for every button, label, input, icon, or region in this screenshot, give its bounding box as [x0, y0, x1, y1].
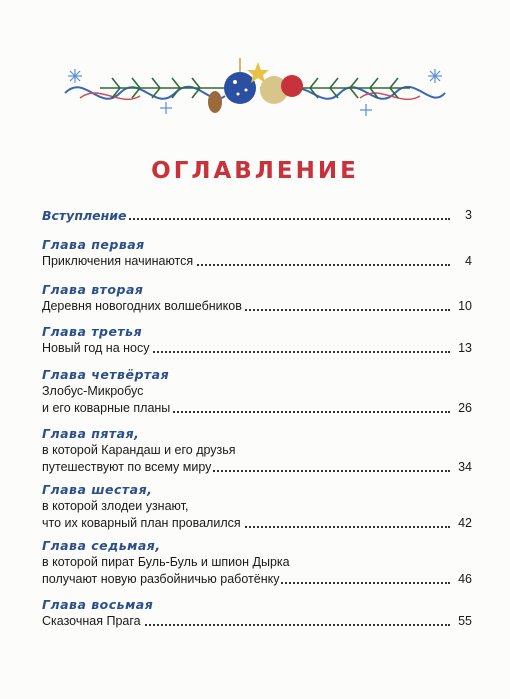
toc-entry-chapter-5[interactable]	[42, 426, 472, 476]
chapter-title: Сказочная Прага	[42, 614, 141, 628]
chapter-title-line: в которой Карандаш и его друзья	[42, 443, 236, 457]
toc-line	[42, 340, 472, 357]
toc-line	[42, 459, 472, 476]
chapter-title: получают новую разбойничью работёнку	[42, 572, 280, 586]
chapter-heading: Глава четвёртая	[42, 367, 170, 382]
chapter-title: Приключения начинаются	[42, 254, 194, 268]
toc-entry-chapter-6[interactable]	[42, 482, 472, 532]
chapter-title: что их коварный план провалился	[42, 516, 241, 530]
page-number: 26	[458, 401, 472, 415]
christmas-garland-icon	[60, 58, 450, 128]
toc-line	[42, 253, 472, 270]
toc-line	[42, 400, 472, 417]
chapter-heading: Глава седьмая,	[42, 538, 161, 553]
chapter-heading: Глава вторая	[42, 282, 144, 297]
page-number: 34	[458, 460, 472, 474]
chapter-heading: Глава восьмая	[42, 597, 154, 612]
chapter-title-line: Злобус-Микробус	[42, 384, 144, 398]
toc-line	[42, 515, 472, 532]
page-number: 3	[465, 208, 472, 222]
chapter-title: путешествуют по всему миру	[42, 460, 212, 474]
page-number: 10	[458, 299, 472, 313]
page-title: ОГЛАВЛЕНИЕ	[151, 158, 359, 184]
chapter-title: и его коварные планы	[42, 401, 171, 415]
toc-line	[42, 298, 472, 315]
page-number: 42	[458, 516, 472, 530]
toc-entry-chapter-1[interactable]	[42, 237, 472, 270]
chapter-heading: Глава пятая,	[42, 426, 140, 441]
page-number: 46	[458, 572, 472, 586]
toc-entry-intro[interactable]	[42, 207, 472, 224]
chapter-title: Новый год на носу	[42, 341, 150, 355]
chapter-heading: Глава шестая,	[42, 482, 153, 497]
toc-line	[42, 613, 472, 630]
toc-entry-chapter-4[interactable]	[42, 367, 472, 417]
page-number: 13	[458, 341, 472, 355]
chapter-heading: Глава первая	[42, 237, 145, 252]
page-number: 55	[458, 614, 472, 628]
chapter-title-line: в которой пират Буль-Буль и шпион Дырка	[42, 555, 290, 569]
page-number: 4	[465, 254, 472, 268]
toc-entry-chapter-7[interactable]	[42, 538, 472, 588]
toc-line	[42, 571, 472, 588]
chapter-heading: Глава третья	[42, 324, 143, 339]
toc-entry-chapter-2[interactable]	[42, 282, 472, 315]
toc-entry-chapter-8[interactable]	[42, 597, 472, 630]
toc-line	[42, 207, 472, 224]
entry-title: Вступление	[42, 208, 127, 223]
chapter-title-line: в которой злодеи узнают,	[42, 499, 189, 513]
toc-entry-chapter-3[interactable]	[42, 324, 472, 357]
chapter-title: Деревня новогодних волшебников	[42, 299, 242, 313]
